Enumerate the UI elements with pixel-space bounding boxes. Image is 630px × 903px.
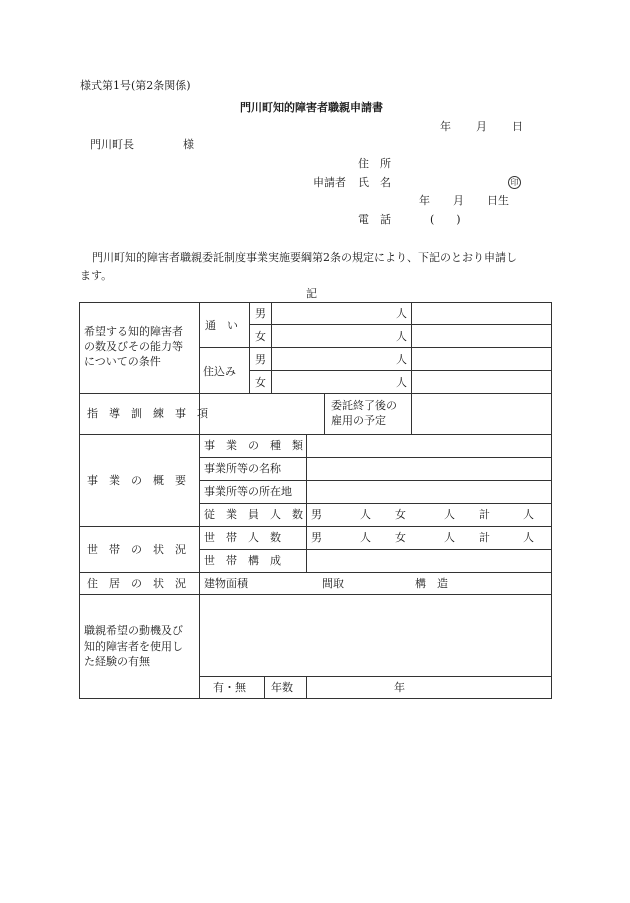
date-year: 年 — [440, 120, 451, 133]
phone-label: 電 話 — [358, 213, 391, 226]
commute-female-unit: 人 — [396, 330, 407, 343]
biz-name: 事業所等の名称 — [204, 462, 281, 475]
household-total-unit: 人 — [523, 531, 534, 544]
household-male-unit: 人 — [360, 531, 371, 544]
employees-female: 女 — [395, 508, 406, 521]
employees-male: 男 — [311, 508, 322, 521]
livein-female-unit: 人 — [396, 376, 407, 389]
row-line — [79, 572, 552, 573]
row-line — [199, 457, 552, 458]
business-label: 事 業 の 概 要 — [87, 474, 186, 487]
body-paragraph-line1: 門川町知的障害者職親委託制度事業実施要綱第2条の規定により、下記のとおり申請し — [92, 251, 517, 264]
floor-area: 建物面積 — [204, 577, 248, 590]
row-line — [79, 393, 552, 394]
commute-female: 女 — [255, 330, 266, 343]
address-label: 住 所 — [358, 157, 391, 170]
col-line — [411, 302, 412, 393]
household-label: 世 帯 の 状 況 — [87, 543, 186, 556]
employees-female-unit: 人 — [444, 508, 455, 521]
row-line — [199, 503, 552, 504]
livein-label: 住込み — [203, 365, 236, 378]
household-total: 計 — [479, 531, 490, 544]
application-table — [79, 302, 552, 699]
biz-address: 事業所等の所在地 — [204, 485, 292, 498]
household-count: 世 帯 人 数 — [204, 531, 281, 544]
row-line — [199, 676, 552, 677]
row-line — [79, 594, 552, 595]
date-month: 月 — [476, 120, 487, 133]
after-label-1: 委託終了後の — [331, 399, 397, 412]
household-comp: 世 帯 構 成 — [204, 554, 281, 567]
row-line — [249, 370, 552, 371]
col-line — [271, 302, 272, 393]
col-line — [199, 302, 200, 699]
col-line — [249, 302, 250, 393]
row-line — [79, 434, 552, 435]
birth-year: 年 — [419, 194, 430, 207]
commute-male: 男 — [255, 307, 266, 320]
year-unit: 年 — [394, 681, 405, 694]
livein-male-unit: 人 — [396, 353, 407, 366]
col-line — [306, 434, 307, 572]
seal-mark: 印 — [508, 176, 521, 189]
motive-label-1: 職親希望の動機及び — [84, 624, 183, 637]
name-label: 氏 名 — [358, 176, 391, 189]
applicant-label: 申請者 — [313, 176, 346, 189]
row-line — [79, 526, 552, 527]
col-line — [324, 393, 325, 434]
table-border-top — [79, 302, 552, 303]
after-label-2: 雇用の予定 — [331, 414, 386, 427]
biz-type: 事 業 の 種 類 — [204, 439, 303, 452]
household-female: 女 — [395, 531, 406, 544]
row-line — [249, 324, 552, 325]
cond-label-1: 希望する知的障害者 — [84, 325, 183, 338]
motive-label-2: 知的障害者を使用し — [84, 640, 183, 653]
row-line — [199, 480, 552, 481]
addressee-honorific: 様 — [183, 138, 194, 151]
yes-no: 有・無 — [213, 681, 246, 694]
table-border-left — [79, 302, 80, 699]
commute-male-unit: 人 — [396, 307, 407, 320]
housing-label: 住 居 の 状 況 — [87, 577, 186, 590]
cond-label-3: についての条件 — [84, 355, 161, 368]
layout-label: 間取 — [322, 577, 344, 590]
structure-label: 構 造 — [415, 577, 448, 590]
training-label: 指 導 訓 練 事 項 — [87, 407, 208, 420]
employees-total-unit: 人 — [523, 508, 534, 521]
page-title: 門川町知的障害者職親申請書 — [240, 101, 383, 114]
col-line — [411, 393, 412, 434]
birth-month: 月 — [453, 194, 464, 207]
ki-heading: 記 — [306, 287, 317, 300]
table-border-right — [551, 302, 552, 699]
household-female-unit: 人 — [444, 531, 455, 544]
form-number: 様式第1号(第2条関係) — [80, 79, 191, 92]
employees-male-unit: 人 — [360, 508, 371, 521]
date-day: 日 — [512, 120, 523, 133]
table-border-bottom — [79, 698, 552, 699]
body-paragraph-line2: ます。 — [80, 269, 113, 282]
addressee: 門川町長 — [90, 138, 134, 151]
commute-label: 通 い — [205, 319, 238, 332]
phone-parens: ( ) — [430, 213, 461, 226]
years-label: 年数 — [271, 681, 293, 694]
livein-male: 男 — [255, 353, 266, 366]
motive-label-3: た経験の有無 — [84, 655, 150, 668]
household-male: 男 — [311, 531, 322, 544]
cond-label-2: の数及びその能力等 — [84, 340, 183, 353]
employees-label: 従 業 員 人 数 — [204, 508, 303, 521]
col-line — [306, 676, 307, 699]
row-line — [199, 549, 552, 550]
employees-total: 計 — [479, 508, 490, 521]
col-line — [264, 676, 265, 699]
birth-suffix: 日生 — [487, 194, 509, 207]
seal-icon — [508, 175, 521, 189]
row-line — [199, 347, 552, 348]
livein-female: 女 — [255, 376, 266, 389]
